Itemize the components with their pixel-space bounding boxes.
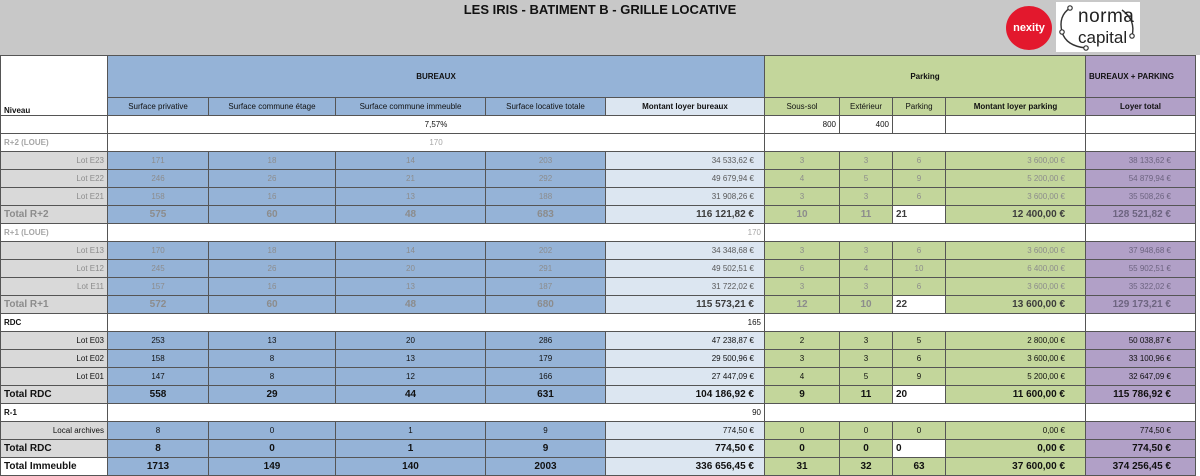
lot-label: Lot E12 (1, 260, 108, 278)
table-row (1, 260, 1196, 278)
montant-loyer-parking-cell[interactable]: 2 800,00 € (946, 332, 1086, 350)
level-row-r2 (1, 134, 1196, 152)
price-sous-sol-cell[interactable]: 800 (765, 116, 840, 134)
parking-header: Parking (893, 98, 946, 116)
lot-label: Lot E03 (1, 332, 108, 350)
montant-loyer-parking-cell[interactable]: 37 600,00 € (946, 458, 1086, 476)
parking-cell[interactable]: 10 (893, 260, 946, 278)
surface-commune-etage-cell[interactable]: 16 (209, 278, 336, 296)
montant-loyer-parking-cell[interactable]: 3 600,00 € (946, 350, 1086, 368)
surface-locative-totale-cell[interactable]: 286 (486, 332, 606, 350)
lot-label: Lot E11 (1, 278, 108, 296)
loyer-total-cell[interactable]: 35 322,02 € (1086, 278, 1196, 296)
montant-loyer-parking-cell[interactable]: 3 600,00 € (946, 188, 1086, 206)
loyer-total-cell[interactable]: 55 902,51 € (1086, 260, 1196, 278)
exterieur-cell[interactable]: 11 (840, 386, 893, 404)
nexity-logo-text: nexity (1013, 22, 1045, 34)
exterieur-cell[interactable]: 11 (840, 206, 893, 224)
rent-grid-table (0, 55, 1196, 476)
total-row (1, 296, 1196, 314)
surface-locative-totale-cell[interactable]: 166 (486, 368, 606, 386)
parking-cell[interactable]: 5 (893, 332, 946, 350)
surface-commune-etage-cell[interactable]: 18 (209, 242, 336, 260)
surface-locative-totale-cell[interactable]: 9 (486, 440, 606, 458)
montant-loyer-bureaux-cell[interactable]: 336 656,45 € (606, 458, 765, 476)
montant-loyer-parking-cell[interactable]: 5 200,00 € (946, 170, 1086, 188)
montant-loyer-bureaux-cell[interactable]: 774,50 € (606, 440, 765, 458)
montant-loyer-parking-header: Montant loyer parking (946, 98, 1086, 116)
exterieur-cell[interactable]: 4 (840, 260, 893, 278)
loyer-total-cell[interactable]: 35 508,26 € (1086, 188, 1196, 206)
exterieur-cell[interactable]: 3 (840, 242, 893, 260)
surface-privative-cell[interactable]: 171 (108, 152, 209, 170)
surface-locative-totale-header: Surface locative totale (486, 98, 606, 116)
surface-commune-immeuble-cell[interactable]: 13 (336, 350, 486, 368)
parking-cell[interactable]: 6 (893, 242, 946, 260)
surface-commune-etage-cell[interactable]: 60 (209, 206, 336, 224)
exterieur-cell[interactable]: 0 (840, 440, 893, 458)
montant-loyer-bureaux-cell[interactable]: 31 722,02 € (606, 278, 765, 296)
table-row (1, 242, 1196, 260)
surface-privative-cell[interactable]: 8 (108, 422, 209, 440)
surface-locative-totale-cell[interactable]: 187 (486, 278, 606, 296)
sous-sol-cell[interactable]: 12 (765, 296, 840, 314)
surface-locative-totale-cell[interactable]: 203 (486, 152, 606, 170)
montant-loyer-parking-cell[interactable]: 6 400,00 € (946, 260, 1086, 278)
level-label: R-1 (1, 404, 108, 422)
parking-cell[interactable]: 6 (893, 152, 946, 170)
montant-loyer-bureaux-cell[interactable]: 31 908,26 € (606, 188, 765, 206)
exterieur-cell[interactable]: 5 (840, 170, 893, 188)
table-row (1, 152, 1196, 170)
sous-sol-cell[interactable]: 9 (765, 386, 840, 404)
surface-commune-immeuble-cell[interactable]: 48 (336, 296, 486, 314)
sous-sol-cell[interactable]: 3 (765, 242, 840, 260)
sous-sol-cell[interactable]: 6 (765, 260, 840, 278)
loyer-total-cell[interactable]: 128 521,82 € (1086, 206, 1196, 224)
loyer-total-cell[interactable]: 129 173,21 € (1086, 296, 1196, 314)
sous-sol-header: Sous-sol (765, 98, 840, 116)
surface-commune-etage-header: Surface commune étage (209, 98, 336, 116)
montant-loyer-parking-cell[interactable]: 11 600,00 € (946, 386, 1086, 404)
surface-commune-etage-cell[interactable]: 13 (209, 332, 336, 350)
surface-privative-cell[interactable]: 246 (108, 170, 209, 188)
level-value: 165 (108, 314, 765, 332)
level-row-r1 (1, 224, 1196, 242)
parking-group-header: Parking (765, 56, 1086, 98)
table-row (1, 368, 1196, 386)
surface-privative-cell[interactable]: 158 (108, 188, 209, 206)
lot-label: Lot E22 (1, 170, 108, 188)
parking-cell[interactable]: 6 (893, 350, 946, 368)
surface-privative-cell[interactable]: 575 (108, 206, 209, 224)
pct-cell[interactable]: 7,57% (108, 116, 765, 134)
surface-commune-etage-cell[interactable]: 16 (209, 188, 336, 206)
loyer-total-cell[interactable]: 115 786,92 € (1086, 386, 1196, 404)
surface-commune-immeuble-cell[interactable]: 1 (336, 422, 486, 440)
total-row (1, 386, 1196, 404)
surface-locative-totale-cell[interactable]: 680 (486, 296, 606, 314)
group-header-row (1, 56, 1196, 98)
document-title: LES IRIS - BATIMENT B - GRILLE LOCATIVE (463, 2, 737, 17)
norma-capital-logo (1056, 2, 1140, 52)
surface-privative-cell[interactable]: 157 (108, 278, 209, 296)
montant-loyer-bureaux-cell[interactable]: 27 447,09 € (606, 368, 765, 386)
table-row (1, 350, 1196, 368)
surface-locative-totale-cell[interactable]: 202 (486, 242, 606, 260)
level-value: 170 (108, 134, 765, 152)
grand-total-row (1, 458, 1196, 476)
sous-sol-cell[interactable]: 2 (765, 332, 840, 350)
surface-commune-immeuble-cell[interactable]: 13 (336, 278, 486, 296)
table-row (1, 332, 1196, 350)
lot-label: Lot E13 (1, 242, 108, 260)
total-group-header: BUREAUX + PARKING (1086, 56, 1196, 98)
norma-logo-line2: capital (1078, 28, 1128, 47)
surface-locative-totale-cell[interactable]: 188 (486, 188, 606, 206)
surface-locative-totale-cell[interactable]: 9 (486, 422, 606, 440)
surface-privative-cell[interactable]: 1713 (108, 458, 209, 476)
level-label: R+2 (LOUE) (1, 134, 108, 152)
parking-cell[interactable]: 6 (893, 188, 946, 206)
price-exterieur-cell[interactable]: 400 (840, 116, 893, 134)
surface-locative-totale-cell[interactable]: 2003 (486, 458, 606, 476)
table-row (1, 422, 1196, 440)
loyer-total-cell[interactable]: 50 038,87 € (1086, 332, 1196, 350)
sous-sol-cell[interactable]: 3 (765, 278, 840, 296)
sous-sol-cell[interactable]: 3 (765, 188, 840, 206)
surface-privative-cell[interactable]: 158 (108, 350, 209, 368)
sous-sol-cell[interactable]: 4 (765, 170, 840, 188)
parking-cell[interactable]: 20 (893, 386, 946, 404)
lot-label: Lot E23 (1, 152, 108, 170)
surface-commune-immeuble-cell[interactable]: 20 (336, 260, 486, 278)
total-label: Total R+2 (1, 206, 108, 224)
lot-label: Lot E21 (1, 188, 108, 206)
level-row-rdc (1, 314, 1196, 332)
norma-logo-line1: norma (1078, 6, 1135, 27)
surface-commune-etage-cell[interactable]: 0 (209, 440, 336, 458)
lot-label: Lot E02 (1, 350, 108, 368)
parking-cell[interactable]: 0 (893, 422, 946, 440)
lot-label: Local archives (1, 422, 108, 440)
surface-privative-cell[interactable]: 572 (108, 296, 209, 314)
loyer-total-cell[interactable]: 33 100,96 € (1086, 350, 1196, 368)
level-value: 170 (108, 224, 765, 242)
surface-commune-immeuble-cell[interactable]: 12 (336, 368, 486, 386)
parking-cell[interactable]: 63 (893, 458, 946, 476)
surface-commune-etage-cell[interactable]: 18 (209, 152, 336, 170)
params-row (1, 116, 1196, 134)
montant-loyer-bureaux-cell[interactable]: 49 679,94 € (606, 170, 765, 188)
sous-sol-cell[interactable]: 0 (765, 422, 840, 440)
montant-loyer-parking-cell[interactable]: 3 600,00 € (946, 278, 1086, 296)
total-row (1, 440, 1196, 458)
parking-cell[interactable]: 9 (893, 170, 946, 188)
montant-loyer-bureaux-cell[interactable]: 104 186,92 € (606, 386, 765, 404)
sous-sol-cell[interactable]: 4 (765, 368, 840, 386)
total-label: Total RDC (1, 386, 108, 404)
montant-loyer-parking-cell[interactable]: 3 600,00 € (946, 152, 1086, 170)
loyer-total-cell[interactable]: 37 948,68 € (1086, 242, 1196, 260)
surface-commune-etage-cell[interactable]: 0 (209, 422, 336, 440)
exterieur-cell[interactable]: 3 (840, 332, 893, 350)
surface-privative-cell[interactable]: 170 (108, 242, 209, 260)
nexity-logo (1006, 6, 1052, 50)
montant-loyer-parking-cell[interactable]: 0,00 € (946, 422, 1086, 440)
surface-commune-immeuble-cell[interactable]: 14 (336, 152, 486, 170)
surface-privative-header: Surface privative (108, 98, 209, 116)
surface-commune-etage-cell[interactable]: 60 (209, 296, 336, 314)
loyer-total-cell[interactable]: 32 647,09 € (1086, 368, 1196, 386)
surface-locative-totale-cell[interactable]: 291 (486, 260, 606, 278)
exterieur-cell[interactable]: 3 (840, 350, 893, 368)
montant-loyer-bureaux-header: Montant loyer bureaux (606, 98, 765, 116)
montant-loyer-bureaux-cell[interactable]: 774,50 € (606, 422, 765, 440)
table-row (1, 170, 1196, 188)
montant-loyer-bureaux-cell[interactable]: 29 500,96 € (606, 350, 765, 368)
parking-cell[interactable]: 22 (893, 296, 946, 314)
loyer-total-cell[interactable]: 54 879,94 € (1086, 170, 1196, 188)
montant-loyer-bureaux-cell[interactable]: 116 121,82 € (606, 206, 765, 224)
montant-loyer-bureaux-cell[interactable]: 115 573,21 € (606, 296, 765, 314)
surface-commune-etage-cell[interactable]: 149 (209, 458, 336, 476)
total-row (1, 206, 1196, 224)
surface-commune-etage-cell[interactable]: 8 (209, 368, 336, 386)
table-row (1, 278, 1196, 296)
level-row-rm1 (1, 404, 1196, 422)
sous-sol-cell[interactable]: 3 (765, 152, 840, 170)
level-label: RDC (1, 314, 108, 332)
exterieur-cell[interactable]: 3 (840, 152, 893, 170)
surface-locative-totale-cell[interactable]: 683 (486, 206, 606, 224)
surface-commune-immeuble-cell[interactable]: 140 (336, 458, 486, 476)
bureaux-group-header: BUREAUX (108, 56, 765, 98)
exterieur-header: Extérieur (840, 98, 893, 116)
column-header-row (1, 98, 1196, 116)
montant-loyer-bureaux-cell[interactable]: 34 348,68 € (606, 242, 765, 260)
montant-loyer-bureaux-cell[interactable]: 34 533,62 € (606, 152, 765, 170)
surface-commune-immeuble-header: Surface commune immeuble (336, 98, 486, 116)
surface-commune-etage-cell[interactable]: 26 (209, 170, 336, 188)
parking-cell[interactable]: 0 (893, 440, 946, 458)
montant-loyer-bureaux-cell[interactable]: 47 238,87 € (606, 332, 765, 350)
lot-label: Lot E01 (1, 368, 108, 386)
grand-total-label: Total Immeuble (1, 458, 108, 476)
sous-sol-cell[interactable]: 10 (765, 206, 840, 224)
loyer-total-cell[interactable]: 374 256,45 € (1086, 458, 1196, 476)
surface-commune-etage-cell[interactable]: 29 (209, 386, 336, 404)
surface-commune-immeuble-cell[interactable]: 20 (336, 332, 486, 350)
loyer-total-cell[interactable]: 38 133,62 € (1086, 152, 1196, 170)
montant-loyer-parking-cell[interactable]: 5 200,00 € (946, 368, 1086, 386)
surface-locative-totale-cell[interactable]: 179 (486, 350, 606, 368)
exterieur-cell[interactable]: 10 (840, 296, 893, 314)
surface-privative-cell[interactable]: 8 (108, 440, 209, 458)
montant-loyer-parking-cell[interactable]: 3 600,00 € (946, 242, 1086, 260)
exterieur-cell[interactable]: 3 (840, 278, 893, 296)
niveau-header: Niveau (1, 56, 108, 116)
sous-sol-cell[interactable]: 0 (765, 440, 840, 458)
loyer-total-cell[interactable]: 774,50 € (1086, 422, 1196, 440)
total-label: Total RDC (1, 440, 108, 458)
level-value: 90 (108, 404, 765, 422)
exterieur-cell[interactable]: 0 (840, 422, 893, 440)
loyer-total-header: Loyer total (1086, 98, 1196, 116)
surface-commune-immeuble-cell[interactable]: 14 (336, 242, 486, 260)
montant-loyer-parking-cell[interactable]: 13 600,00 € (946, 296, 1086, 314)
surface-commune-etage-cell[interactable]: 26 (209, 260, 336, 278)
parking-cell[interactable]: 21 (893, 206, 946, 224)
surface-privative-cell[interactable]: 245 (108, 260, 209, 278)
surface-commune-etage-cell[interactable]: 8 (209, 350, 336, 368)
montant-loyer-parking-cell[interactable]: 12 400,00 € (946, 206, 1086, 224)
total-label: Total R+1 (1, 296, 108, 314)
loyer-total-cell[interactable]: 774,50 € (1086, 440, 1196, 458)
surface-locative-totale-cell[interactable]: 292 (486, 170, 606, 188)
exterieur-cell[interactable]: 3 (840, 188, 893, 206)
surface-privative-cell[interactable]: 147 (108, 368, 209, 386)
surface-commune-immeuble-cell[interactable]: 21 (336, 170, 486, 188)
parking-cell[interactable]: 6 (893, 278, 946, 296)
exterieur-cell[interactable]: 32 (840, 458, 893, 476)
surface-commune-immeuble-cell[interactable]: 44 (336, 386, 486, 404)
sous-sol-cell[interactable]: 31 (765, 458, 840, 476)
surface-privative-cell[interactable]: 253 (108, 332, 209, 350)
montant-loyer-bureaux-cell[interactable]: 49 502,51 € (606, 260, 765, 278)
surface-locative-totale-cell[interactable]: 631 (486, 386, 606, 404)
level-label: R+1 (LOUE) (1, 224, 108, 242)
exterieur-cell[interactable]: 5 (840, 368, 893, 386)
surface-privative-cell[interactable]: 558 (108, 386, 209, 404)
surface-commune-immeuble-cell[interactable]: 48 (336, 206, 486, 224)
sous-sol-cell[interactable]: 3 (765, 350, 840, 368)
table-row (1, 188, 1196, 206)
surface-commune-immeuble-cell[interactable]: 13 (336, 188, 486, 206)
surface-commune-immeuble-cell[interactable]: 1 (336, 440, 486, 458)
parking-cell[interactable]: 9 (893, 368, 946, 386)
montant-loyer-parking-cell[interactable]: 0,00 € (946, 440, 1086, 458)
